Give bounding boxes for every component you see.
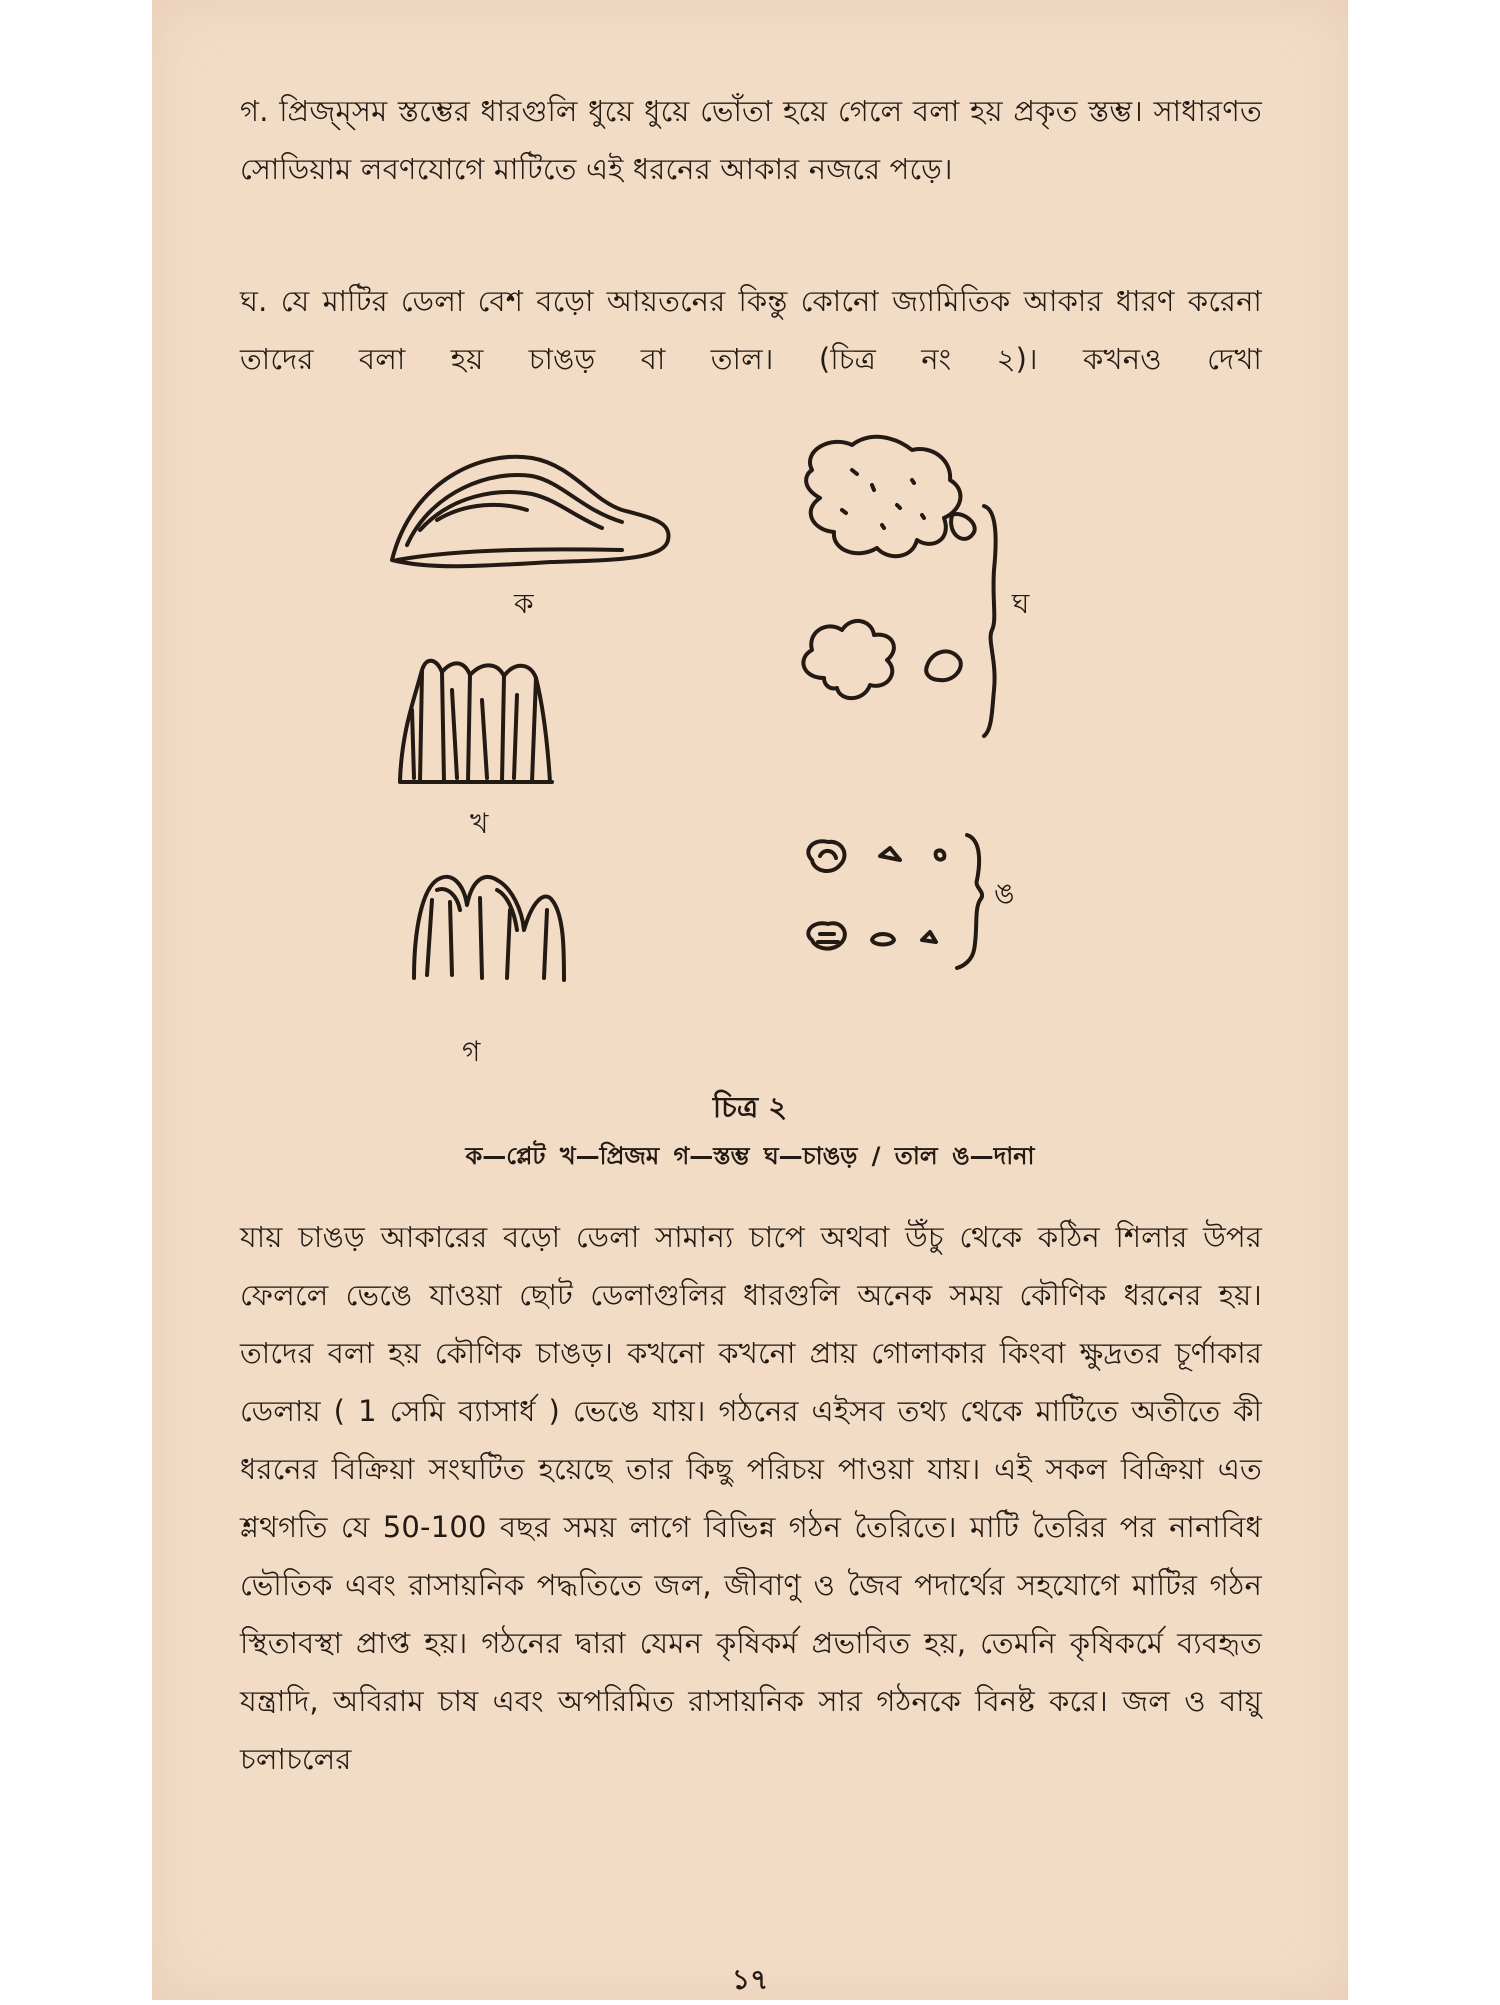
label-column: গ: [462, 1035, 481, 1068]
label-clod: ঘ: [1012, 587, 1030, 620]
label-grain: ঙ: [994, 877, 1015, 910]
soil-structure-drawings: [152, 410, 1348, 1200]
book-page: [152, 0, 1348, 2000]
prism-drawing: [400, 661, 552, 782]
column-drawing: [414, 877, 564, 980]
grain-drawing: [808, 835, 982, 968]
paragraph-clod-description: ঘ. যে মাটির ডেলা বেশ বড়ো আয়তনের কিন্তু কোনো জ্যামিতিক আকার ধারণ করেনা তাদের বলা হয় চাঙড় বা তাল। (চিত্র নং ২)। কখনও দেখা: [240, 284, 1262, 376]
clod-drawing: [803, 437, 995, 736]
paragraph-column-description: গ. প্রিজ্‌ম্‌সম স্তম্ভের ধারগুলি ধুয়ে ধুয়ে ভোঁতা হয়ে গেলে বলা হয় প্রকৃত স্তম্ভ। সাধারণত সোডিয়াম লবণযোগে মাটিতে এই ধরনের আকার নজরে পড়ে।: [240, 94, 1262, 186]
figure-caption-legend: ক—প্লেট খ—প্রিজম গ—স্তম্ভ ঘ—চাঙড় / তাল ঙ—দানা: [465, 1142, 1035, 1170]
paragraph-angular-clods: যায় চাঙড় আকারের বড়ো ডেলা সামান্য চাপে অথবা উঁচু থেকে কঠিন শিলার উপর ফেললে ভেঙে যাওয়া ছোট ডেলাগুলির ধারগুলি অনেক সময় কৌণিক ধরনের হয়। তাদের বলা হয় কৌণিক চাঙড়। কখনো কখনো প্রায় গোলাকার কিংবা ক্ষুদ্রতর চূর্ণাকার ডেলায় ( 1 সেমি ব্যাসার্ধ ) ভেঙে যায়। গঠনের এইসব তথ্য থেকে মাটিতে অতীতে কী ধরনের বিক্রিয়া সংঘটিত হয়েছে তার কিছু পরিচয় পাওয়া যায়। এই সকল বিক্রিয়া এত শ্লথগতি যে 50-100 বছর সময় লাগে বিভিন্ন গঠন তৈরিতে। মাটি তৈরির পর নানাবিধ ভৌতিক এবং রাসায়নিক পদ্ধতিতে জল, জীবাণু ও জৈব পদার্থের সহযোগে মাটির গঠন স্থিতাবস্থা প্রাপ্ত হয়। গঠনের দ্বারা যেমন কৃষিকর্ম প্রভাবিত হয়, তেমনি কৃষিকর্মে ব্যবহৃত যন্ত্রাদি, অবিরাম চাষ এবং অপরিমিত রাসায়নিক সার গঠনকে বিনষ্ট করে। জল ও বায়ু চলাচলের: [240, 1220, 1262, 1776]
figure-caption-title: চিত্র ২: [712, 1090, 788, 1124]
plate-drawing: [392, 457, 669, 567]
label-plate: ক: [514, 587, 534, 620]
page-number: ১৭: [731, 1963, 769, 1996]
soil-structure-figure: [152, 410, 1348, 1200]
label-prism: খ: [470, 807, 489, 840]
